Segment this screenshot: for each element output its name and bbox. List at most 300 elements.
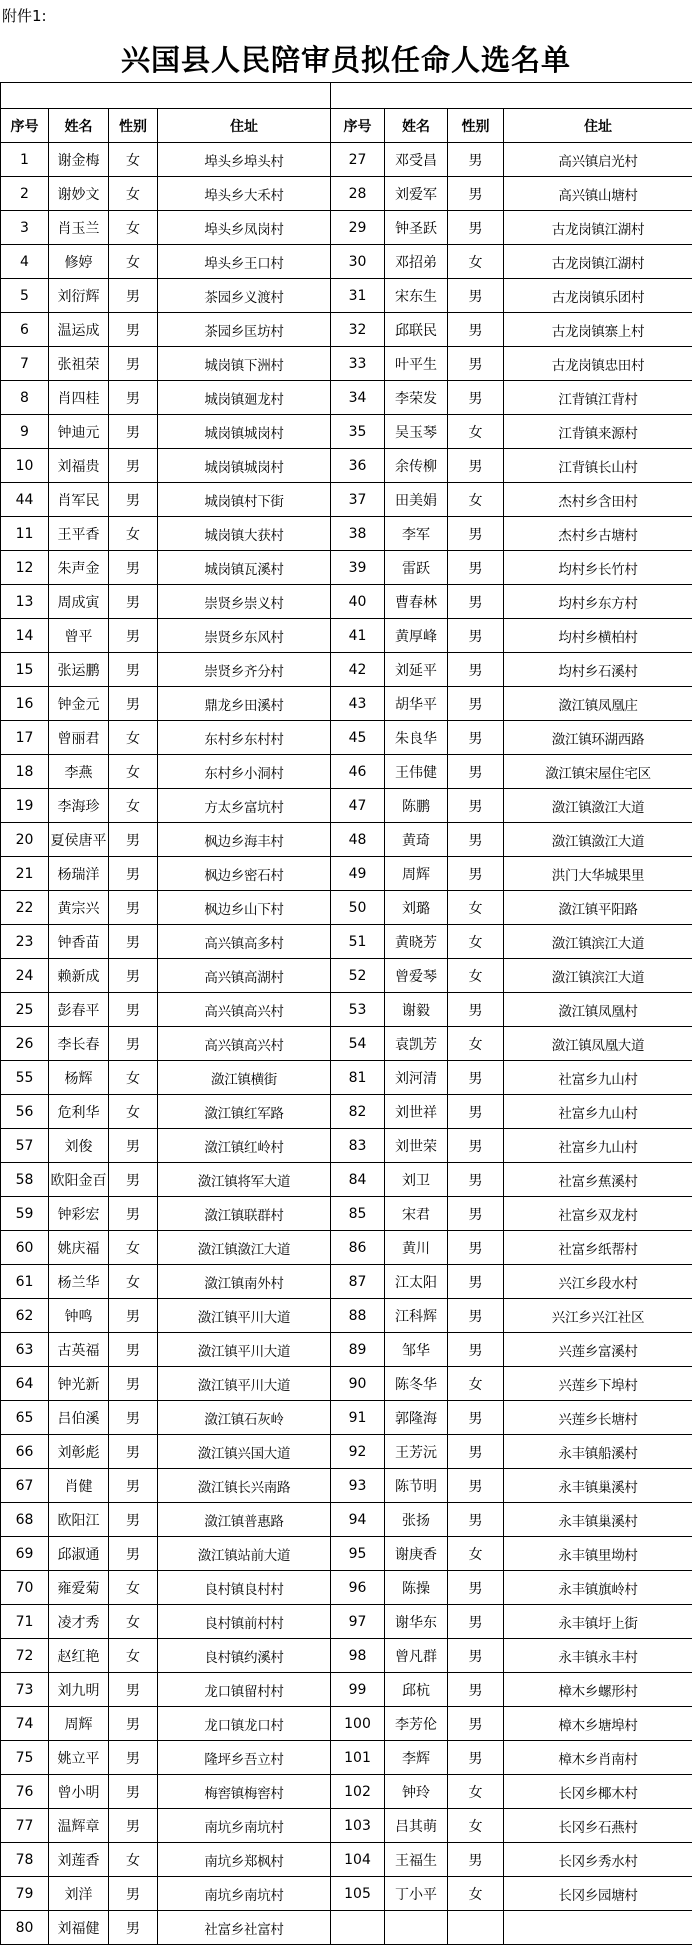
cell-no: 87 [331, 1265, 385, 1299]
cell-address: 樟木乡塘埠村 [504, 1707, 692, 1741]
cell-address: 潋江镇兴国大道 [158, 1435, 331, 1469]
cell-name: 曹春林 [385, 585, 448, 619]
cell-no: 85 [331, 1197, 385, 1231]
table-row [1, 1503, 692, 1537]
cell-no: 81 [331, 1061, 385, 1095]
cell-gender: 女 [109, 1061, 158, 1095]
cell-address: 高兴镇高兴村 [158, 1027, 331, 1061]
cell-gender: 女 [109, 211, 158, 245]
cell-address: 城岗镇廻龙村 [158, 381, 331, 415]
cell-name: 吕其萌 [385, 1809, 448, 1843]
cell-no: 5 [1, 279, 49, 313]
cell-no: 34 [331, 381, 385, 415]
cell-gender: 男 [109, 1435, 158, 1469]
cell-no: 50 [331, 891, 385, 925]
cell-address: 古龙岗镇忠田村 [504, 347, 692, 381]
cell-no: 64 [1, 1367, 49, 1401]
cell-address: 潋江镇凤凰大道 [504, 1027, 692, 1061]
cell-gender: 男 [109, 857, 158, 891]
cell-gender: 男 [109, 449, 158, 483]
cell-no: 28 [331, 177, 385, 211]
cell-no: 102 [331, 1775, 385, 1809]
cell-gender: 男 [448, 1265, 504, 1299]
cell-name: 刘彰彪 [49, 1435, 109, 1469]
cell-name: 钟玲 [385, 1775, 448, 1809]
header-address: 住址 [504, 109, 692, 143]
cell-name: 李辉 [385, 1741, 448, 1775]
cell-no: 98 [331, 1639, 385, 1673]
cell-gender: 男 [448, 1333, 504, 1367]
cell-gender: 女 [448, 925, 504, 959]
cell-gender: 男 [448, 1163, 504, 1197]
cell-no: 9 [1, 415, 49, 449]
cell-address: 良村镇约溪村 [158, 1639, 331, 1673]
cell-no: 89 [331, 1333, 385, 1367]
cell-address: 永丰镇圩上街 [504, 1605, 692, 1639]
cell-gender: 男 [109, 993, 158, 1027]
cell-no: 42 [331, 653, 385, 687]
cell-no: 93 [331, 1469, 385, 1503]
table-row [1, 1571, 692, 1605]
cell-address: 均村乡长竹村 [504, 551, 692, 585]
cell-address: 埠头乡王口村 [158, 245, 331, 279]
cell-gender: 男 [448, 1605, 504, 1639]
cell-no: 44 [1, 483, 49, 517]
cell-gender: 男 [109, 1503, 158, 1537]
cell-name: 邹华 [385, 1333, 448, 1367]
cell-name: 吕伯溪 [49, 1401, 109, 1435]
cell-gender: 男 [448, 653, 504, 687]
cell-name: 黄琦 [385, 823, 448, 857]
cell-gender: 男 [109, 1469, 158, 1503]
cell-no: 62 [1, 1299, 49, 1333]
cell-no: 54 [331, 1027, 385, 1061]
table-row [1, 1911, 692, 1945]
cell-address: 社富乡九山村 [504, 1061, 692, 1095]
cell-address: 东村乡东村村 [158, 721, 331, 755]
cell-gender: 男 [448, 1061, 504, 1095]
cell-address: 枫边乡密石村 [158, 857, 331, 891]
cell-gender: 男 [109, 1401, 158, 1435]
cell-gender: 男 [109, 1299, 158, 1333]
table-row [1, 891, 692, 925]
table-row [1, 721, 692, 755]
table-row [1, 1707, 692, 1741]
cell-no: 100 [331, 1707, 385, 1741]
cell-name: 杨瑞洋 [49, 857, 109, 891]
cell-name: 张扬 [385, 1503, 448, 1537]
cell-gender: 男 [109, 823, 158, 857]
cell-name: 谢毅 [385, 993, 448, 1027]
header-row [1, 109, 692, 143]
cell-address: 潋江镇红岭村 [158, 1129, 331, 1163]
cell-no: 35 [331, 415, 385, 449]
cell-gender: 男 [448, 1469, 504, 1503]
cell-no: 83 [331, 1129, 385, 1163]
header-address: 住址 [158, 109, 331, 143]
cell-no: 33 [331, 347, 385, 381]
cell-gender: 女 [109, 177, 158, 211]
cell-no: 105 [331, 1877, 385, 1911]
cell-address: 长冈乡椰木村 [504, 1775, 692, 1809]
cell-no: 103 [331, 1809, 385, 1843]
cell-no: 58 [1, 1163, 49, 1197]
cell-gender: 男 [109, 1673, 158, 1707]
cell-no: 14 [1, 619, 49, 653]
cell-address: 古龙岗镇乐团村 [504, 279, 692, 313]
cell-address: 潋江镇南外村 [158, 1265, 331, 1299]
cell-no: 63 [1, 1333, 49, 1367]
cell-address: 高兴镇山塘村 [504, 177, 692, 211]
cell-address: 城岗镇村下街 [158, 483, 331, 517]
cell-address: 城岗镇大获村 [158, 517, 331, 551]
cell-gender: 男 [109, 1367, 158, 1401]
cell-no: 76 [1, 1775, 49, 1809]
table-row [1, 1061, 692, 1095]
cell-no: 46 [331, 755, 385, 789]
table-row [1, 823, 692, 857]
cell-no: 41 [331, 619, 385, 653]
cell-address: 潋江镇长兴南路 [158, 1469, 331, 1503]
cell-address: 潋江镇凤凰庄 [504, 687, 692, 721]
header-gender: 性别 [109, 109, 158, 143]
cell-name: 钟鸣 [49, 1299, 109, 1333]
cell-address: 崇贤乡崇义村 [158, 585, 331, 619]
cell-address: 城岗镇下洲村 [158, 347, 331, 381]
cell-no: 12 [1, 551, 49, 585]
cell-gender: 男 [448, 1673, 504, 1707]
cell-no: 69 [1, 1537, 49, 1571]
cell-address: 社富乡九山村 [504, 1095, 692, 1129]
cell-gender: 男 [448, 687, 504, 721]
cell-name: 宋东生 [385, 279, 448, 313]
cell-gender: 男 [109, 1537, 158, 1571]
table-row [1, 585, 692, 619]
table-row [1, 449, 692, 483]
cell-address: 潋江镇红军路 [158, 1095, 331, 1129]
cell-address: 潋江镇宋屋住宅区 [504, 755, 692, 789]
cell-name: 欧阳江 [49, 1503, 109, 1537]
cell-name: 杨兰华 [49, 1265, 109, 1299]
cell-address: 潋江镇横街 [158, 1061, 331, 1095]
cell-no: 90 [331, 1367, 385, 1401]
cell-address: 东村乡小洞村 [158, 755, 331, 789]
cell-name: 温运成 [49, 313, 109, 347]
header-name: 姓名 [385, 109, 448, 143]
cell-gender: 女 [109, 245, 158, 279]
cell-address: 潋江镇平川大道 [158, 1333, 331, 1367]
cell-address: 潋江镇环湖西路 [504, 721, 692, 755]
cell-gender: 女 [109, 517, 158, 551]
cell-no: 43 [331, 687, 385, 721]
cell-name: 朱声金 [49, 551, 109, 585]
cell-no: 79 [1, 1877, 49, 1911]
cell-no: 95 [331, 1537, 385, 1571]
cell-no: 73 [1, 1673, 49, 1707]
cell-address: 潋江镇将军大道 [158, 1163, 331, 1197]
cell-address: 潋江镇滨江大道 [504, 925, 692, 959]
cell-name: 吴玉琴 [385, 415, 448, 449]
cell-gender: 女 [109, 721, 158, 755]
table-row [1, 381, 692, 415]
cell-gender: 男 [109, 925, 158, 959]
cell-no: 36 [331, 449, 385, 483]
table-row [1, 245, 692, 279]
cell-no: 74 [1, 1707, 49, 1741]
cell-no: 66 [1, 1435, 49, 1469]
cell-no: 67 [1, 1469, 49, 1503]
cell-address: 兴江乡段水村 [504, 1265, 692, 1299]
cell-name: 凌才秀 [49, 1605, 109, 1639]
cell-address: 长冈乡秀水村 [504, 1843, 692, 1877]
cell-no: 8 [1, 381, 49, 415]
cell-address: 永丰镇旗岭村 [504, 1571, 692, 1605]
cell-name: 陈节明 [385, 1469, 448, 1503]
cell-name: 姚庆福 [49, 1231, 109, 1265]
cell-name [385, 1911, 448, 1945]
cell-no: 92 [331, 1435, 385, 1469]
cell-name: 王芳沅 [385, 1435, 448, 1469]
cell-address: 洪门大华城果里 [504, 857, 692, 891]
cell-gender: 男 [448, 823, 504, 857]
cell-address: 樟木乡肖南村 [504, 1741, 692, 1775]
cell-gender: 男 [109, 381, 158, 415]
cell-address: 埠头乡大禾村 [158, 177, 331, 211]
cell-gender: 女 [448, 483, 504, 517]
cell-gender: 男 [448, 1197, 504, 1231]
cell-address: 潋江镇普惠路 [158, 1503, 331, 1537]
cell-gender: 男 [109, 1775, 158, 1809]
cell-name: 彭春平 [49, 993, 109, 1027]
cell-name: 刘俊 [49, 1129, 109, 1163]
cell-address: 城岗镇城岗村 [158, 415, 331, 449]
cell-no: 47 [331, 789, 385, 823]
cell-name: 王伟健 [385, 755, 448, 789]
cell-gender: 男 [109, 1741, 158, 1775]
cell-name: 钟迪元 [49, 415, 109, 449]
cell-address: 茶园乡匡坊村 [158, 313, 331, 347]
cell-name: 刘延平 [385, 653, 448, 687]
cell-name: 陈操 [385, 1571, 448, 1605]
cell-no: 7 [1, 347, 49, 381]
cell-no: 2 [1, 177, 49, 211]
document-title: 兴国县人民陪审员拟任命人选名单 [120, 43, 571, 77]
table-row [1, 789, 692, 823]
cell-no: 82 [331, 1095, 385, 1129]
cell-address: 埠头乡埠头村 [158, 143, 331, 177]
attachment-label: 附件1: [2, 7, 47, 25]
cell-no: 23 [1, 925, 49, 959]
cell-name: 李军 [385, 517, 448, 551]
table-row [1, 177, 692, 211]
cell-no: 32 [331, 313, 385, 347]
cell-no: 37 [331, 483, 385, 517]
cell-gender: 女 [109, 789, 158, 823]
cell-gender: 男 [448, 1639, 504, 1673]
cell-name: 谢庚香 [385, 1537, 448, 1571]
cell-name: 张祖荣 [49, 347, 109, 381]
cell-gender: 男 [448, 177, 504, 211]
cell-address: 均村乡横柏村 [504, 619, 692, 653]
cell-name: 曾平 [49, 619, 109, 653]
cell-address: 埠头乡凤岗村 [158, 211, 331, 245]
table-row [1, 1605, 692, 1639]
cell-no: 30 [331, 245, 385, 279]
cell-no: 84 [331, 1163, 385, 1197]
cell-gender: 男 [109, 1707, 158, 1741]
cell-name: 钟香苗 [49, 925, 109, 959]
cell-address: 潋江镇潋江大道 [504, 823, 692, 857]
cell-name: 张运鹏 [49, 653, 109, 687]
table-row [1, 1367, 692, 1401]
table-row [1, 755, 692, 789]
header-no: 序号 [331, 109, 385, 143]
cell-address: 鼎龙乡田溪村 [158, 687, 331, 721]
cell-gender: 男 [109, 279, 158, 313]
cell-address: 潋江镇凤凰村 [504, 993, 692, 1027]
cell-address: 枫边乡山下村 [158, 891, 331, 925]
cell-address: 均村乡东方村 [504, 585, 692, 619]
cell-name: 周成寅 [49, 585, 109, 619]
table-row [1, 1333, 692, 1367]
cell-name: 李芳伦 [385, 1707, 448, 1741]
cell-address: 兴莲乡下埠村 [504, 1367, 692, 1401]
cell-address: 长冈乡石燕村 [504, 1809, 692, 1843]
cell-gender: 男 [448, 755, 504, 789]
cell-address: 隆坪乡吾立村 [158, 1741, 331, 1775]
cell-address [504, 1911, 692, 1945]
cell-name: 赵红艳 [49, 1639, 109, 1673]
cell-gender: 男 [109, 959, 158, 993]
cell-address: 龙口镇留村村 [158, 1673, 331, 1707]
cell-no: 88 [331, 1299, 385, 1333]
cell-name: 王平香 [49, 517, 109, 551]
cell-name: 刘璐 [385, 891, 448, 925]
cell-name: 欧阳金百 [49, 1163, 109, 1197]
cell-name: 夏侯唐平 [49, 823, 109, 857]
cell-name: 李海珍 [49, 789, 109, 823]
cell-address: 江背镇长山村 [504, 449, 692, 483]
table-row [1, 857, 692, 891]
header-no: 序号 [1, 109, 49, 143]
cell-no: 19 [1, 789, 49, 823]
cell-address: 良村镇前村村 [158, 1605, 331, 1639]
cell-gender: 女 [109, 1231, 158, 1265]
cell-address: 潋江镇站前大道 [158, 1537, 331, 1571]
cell-gender: 女 [448, 415, 504, 449]
cell-no: 6 [1, 313, 49, 347]
cell-address: 兴莲乡富溪村 [504, 1333, 692, 1367]
cell-gender [448, 1911, 504, 1945]
cell-name: 叶平生 [385, 347, 448, 381]
table-row [1, 653, 692, 687]
cell-gender: 男 [109, 687, 158, 721]
cell-address: 社富乡社富村 [158, 1911, 331, 1945]
cell-address: 高兴镇高兴村 [158, 993, 331, 1027]
cell-name: 邓受昌 [385, 143, 448, 177]
cell-no: 49 [331, 857, 385, 891]
cell-name: 曾爱琴 [385, 959, 448, 993]
cell-address: 长冈乡园塘村 [504, 1877, 692, 1911]
cell-name: 肖军民 [49, 483, 109, 517]
table-row [1, 279, 692, 313]
cell-no: 29 [331, 211, 385, 245]
cell-gender: 男 [109, 619, 158, 653]
cell-address: 社富乡九山村 [504, 1129, 692, 1163]
cell-name: 曾凡群 [385, 1639, 448, 1673]
cell-address: 永丰镇巢溪村 [504, 1503, 692, 1537]
cell-name: 钟圣跃 [385, 211, 448, 245]
table-row [1, 1537, 692, 1571]
cell-gender: 男 [109, 1197, 158, 1231]
cell-name: 郭隆海 [385, 1401, 448, 1435]
cell-gender: 男 [109, 1129, 158, 1163]
cell-address: 潋江镇平阳路 [504, 891, 692, 925]
cell-address: 潋江镇石灰岭 [158, 1401, 331, 1435]
cell-no: 101 [331, 1741, 385, 1775]
cell-name: 刘福贵 [49, 449, 109, 483]
cell-name: 曾小明 [49, 1775, 109, 1809]
cell-address: 社富乡纸帮村 [504, 1231, 692, 1265]
cell-name: 刘卫 [385, 1163, 448, 1197]
cell-name: 谢华东 [385, 1605, 448, 1639]
cell-address: 均村乡石溪村 [504, 653, 692, 687]
table-row [1, 1231, 692, 1265]
cell-name: 钟彩宏 [49, 1197, 109, 1231]
cell-address: 樟木乡螺形村 [504, 1673, 692, 1707]
cell-name: 邱杭 [385, 1673, 448, 1707]
cell-gender: 男 [448, 211, 504, 245]
cell-no: 1 [1, 143, 49, 177]
cell-no: 24 [1, 959, 49, 993]
roster-table [0, 82, 692, 1945]
cell-address: 崇贤乡齐分村 [158, 653, 331, 687]
cell-no: 4 [1, 245, 49, 279]
cell-name: 黄宗兴 [49, 891, 109, 925]
cell-no: 99 [331, 1673, 385, 1707]
cell-gender: 男 [448, 1435, 504, 1469]
cell-gender: 男 [109, 653, 158, 687]
cell-gender: 男 [109, 1877, 158, 1911]
cell-address: 方太乡富坑村 [158, 789, 331, 823]
cell-no: 57 [1, 1129, 49, 1163]
cell-address: 古龙岗镇江湖村 [504, 245, 692, 279]
cell-gender: 女 [448, 1809, 504, 1843]
cell-gender: 男 [448, 313, 504, 347]
header-gender: 性别 [448, 109, 504, 143]
cell-gender: 男 [448, 1843, 504, 1877]
cell-name: 古英福 [49, 1333, 109, 1367]
cell-no: 72 [1, 1639, 49, 1673]
table-row [1, 1741, 692, 1775]
cell-gender: 男 [109, 1911, 158, 1945]
cell-address: 杰村乡古塘村 [504, 517, 692, 551]
cell-address: 潋江镇平川大道 [158, 1367, 331, 1401]
cell-address: 南坑乡南坑村 [158, 1877, 331, 1911]
cell-name: 刘九明 [49, 1673, 109, 1707]
cell-name: 邱淑通 [49, 1537, 109, 1571]
cell-no: 77 [1, 1809, 49, 1843]
cell-gender: 男 [109, 891, 158, 925]
cell-gender: 男 [448, 143, 504, 177]
cell-no: 91 [331, 1401, 385, 1435]
table-row [1, 1843, 692, 1877]
cell-no: 65 [1, 1401, 49, 1435]
table-row [1, 415, 692, 449]
cell-address: 潋江镇平川大道 [158, 1299, 331, 1333]
cell-no [331, 1911, 385, 1945]
table-row [1, 1435, 692, 1469]
